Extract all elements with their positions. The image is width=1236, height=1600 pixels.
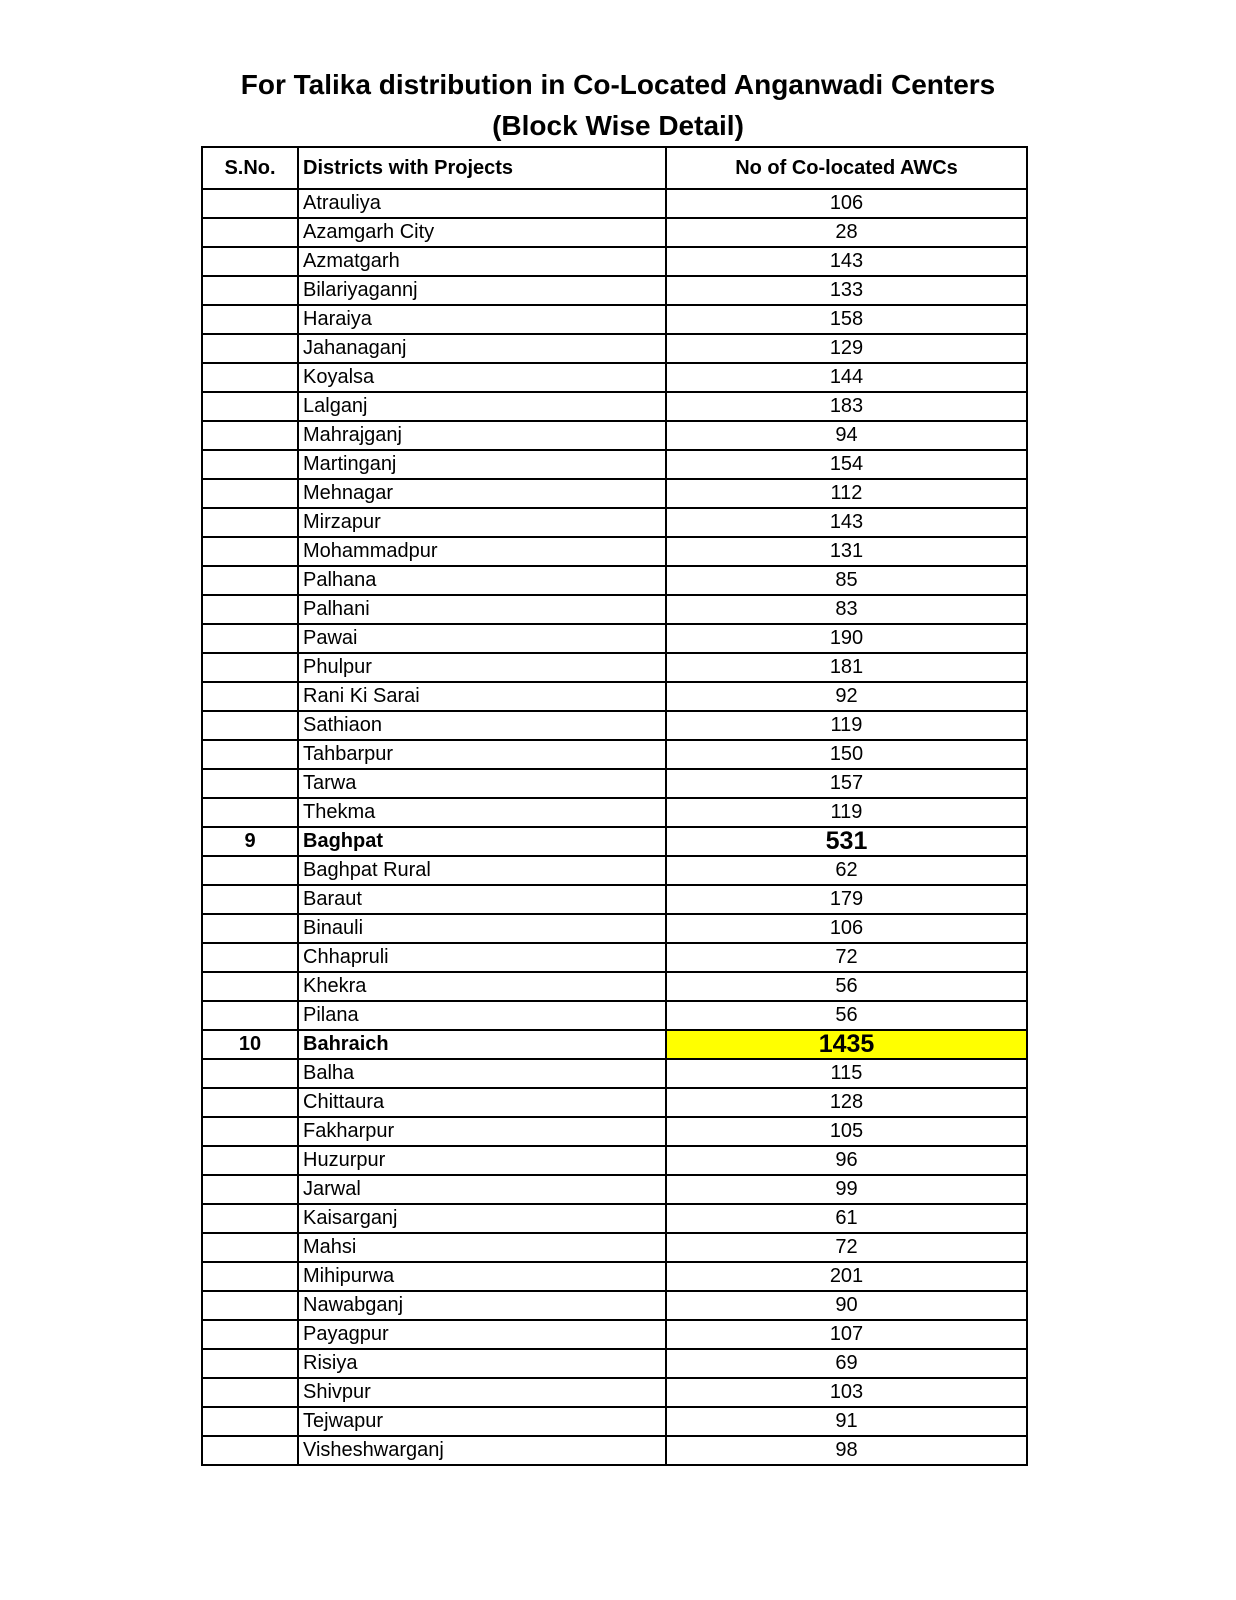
table-row [202, 1407, 1027, 1436]
cell-sno [202, 247, 298, 276]
cell-awc-count: 85 [666, 566, 1027, 595]
table-row [202, 450, 1027, 479]
cell-block-name: Mahrajganj [298, 421, 666, 450]
cell-awc-count: 98 [666, 1436, 1027, 1465]
cell-awc-count: 90 [666, 1291, 1027, 1320]
table-row [202, 1262, 1027, 1291]
cell-awc-count: 106 [666, 914, 1027, 943]
cell-awc-count: 190 [666, 624, 1027, 653]
cell-awc-count: 157 [666, 769, 1027, 798]
cell-sno: 9 [202, 827, 298, 856]
cell-sno [202, 1407, 298, 1436]
cell-awc-count: 183 [666, 392, 1027, 421]
cell-sno [202, 1059, 298, 1088]
cell-block-name: Balha [298, 1059, 666, 1088]
table-header-row [202, 147, 1027, 189]
cell-sno [202, 682, 298, 711]
cell-awc-count: 133 [666, 276, 1027, 305]
cell-awc-count: 28 [666, 218, 1027, 247]
header-awc-count: No of Co-located AWCs [666, 147, 1027, 189]
cell-sno [202, 450, 298, 479]
district-row [202, 827, 1027, 856]
cell-block-name: Chhapruli [298, 943, 666, 972]
cell-block-name: Phulpur [298, 653, 666, 682]
cell-awc-count: 181 [666, 653, 1027, 682]
cell-block-name: Mohammadpur [298, 537, 666, 566]
cell-block-name: Khekra [298, 972, 666, 1001]
cell-sno [202, 624, 298, 653]
cell-awc-count: 179 [666, 885, 1027, 914]
cell-awc-count: 56 [666, 1001, 1027, 1030]
table-row [202, 972, 1027, 1001]
cell-awc-count: 83 [666, 595, 1027, 624]
cell-block-name: Atrauliya [298, 189, 666, 218]
cell-sno [202, 885, 298, 914]
cell-awc-count: 92 [666, 682, 1027, 711]
table-row [202, 1001, 1027, 1030]
table-row [202, 508, 1027, 537]
cell-awc-count: 56 [666, 972, 1027, 1001]
cell-awc-count: 119 [666, 798, 1027, 827]
table-row [202, 798, 1027, 827]
cell-awc-count: 69 [666, 1349, 1027, 1378]
table-row [202, 595, 1027, 624]
cell-sno [202, 1378, 298, 1407]
cell-awc-count: 119 [666, 711, 1027, 740]
cell-awc-count: 154 [666, 450, 1027, 479]
cell-block-name: Azamgarh City [298, 218, 666, 247]
cell-sno [202, 653, 298, 682]
table-row [202, 1349, 1027, 1378]
cell-block-name: Thekma [298, 798, 666, 827]
cell-sno [202, 740, 298, 769]
cell-sno [202, 566, 298, 595]
cell-awc-count: 131 [666, 537, 1027, 566]
cell-block-name: Jahanaganj [298, 334, 666, 363]
cell-sno [202, 1146, 298, 1175]
table-row [202, 624, 1027, 653]
cell-block-name: Azmatgarh [298, 247, 666, 276]
cell-awc-count: 72 [666, 1233, 1027, 1262]
cell-sno [202, 1262, 298, 1291]
table-row [202, 1436, 1027, 1465]
cell-block-name: Tejwapur [298, 1407, 666, 1436]
table-row [202, 189, 1027, 218]
cell-block-name: Sathiaon [298, 711, 666, 740]
cell-awc-count: 143 [666, 247, 1027, 276]
page-subtitle: (Block Wise Detail) [492, 110, 744, 141]
cell-sno [202, 218, 298, 247]
table-row [202, 392, 1027, 421]
cell-awc-count: 143 [666, 508, 1027, 537]
table-row [202, 566, 1027, 595]
cell-awc-count: 112 [666, 479, 1027, 508]
cell-sno [202, 1175, 298, 1204]
cell-district-total: 1435 [666, 1030, 1027, 1059]
table-row [202, 1059, 1027, 1088]
cell-sno [202, 914, 298, 943]
cell-sno [202, 595, 298, 624]
cell-district-total: 531 [666, 827, 1027, 856]
cell-sno [202, 1117, 298, 1146]
table-row [202, 1088, 1027, 1117]
table-row [202, 885, 1027, 914]
cell-block-name: Fakharpur [298, 1117, 666, 1146]
cell-sno [202, 1436, 298, 1465]
cell-sno [202, 798, 298, 827]
table-row [202, 305, 1027, 334]
cell-block-name: Mahsi [298, 1233, 666, 1262]
table-row [202, 1291, 1027, 1320]
cell-sno [202, 1001, 298, 1030]
table-row [202, 421, 1027, 450]
cell-sno [202, 711, 298, 740]
table-row [202, 479, 1027, 508]
cell-block-name: Mihipurwa [298, 1262, 666, 1291]
page-title: For Talika distribution in Co-Located Anganwadi Centers [240, 69, 996, 100]
cell-awc-count: 144 [666, 363, 1027, 392]
cell-block-name: Rani Ki Sarai [298, 682, 666, 711]
cell-sno [202, 1320, 298, 1349]
cell-sno [202, 189, 298, 218]
table-row [202, 856, 1027, 885]
cell-awc-count: 107 [666, 1320, 1027, 1349]
cell-block-name: Bilariyagannj [298, 276, 666, 305]
cell-block-name: Risiya [298, 1349, 666, 1378]
cell-awc-count: 91 [666, 1407, 1027, 1436]
cell-sno [202, 334, 298, 363]
cell-awc-count: 72 [666, 943, 1027, 972]
table-row [202, 1204, 1027, 1233]
cell-sno [202, 1204, 298, 1233]
cell-awc-count: 201 [666, 1262, 1027, 1291]
cell-block-name: Huzurpur [298, 1146, 666, 1175]
table-row [202, 711, 1027, 740]
table-row [202, 653, 1027, 682]
cell-sno [202, 1233, 298, 1262]
cell-sno [202, 1088, 298, 1117]
cell-district-name: Baghpat [298, 827, 666, 856]
cell-block-name: Haraiya [298, 305, 666, 334]
cell-district-name: Bahraich [298, 1030, 666, 1059]
cell-awc-count: 158 [666, 305, 1027, 334]
cell-sno [202, 1291, 298, 1320]
cell-sno [202, 972, 298, 1001]
cell-sno: 10 [202, 1030, 298, 1059]
cell-block-name: Koyalsa [298, 363, 666, 392]
cell-block-name: Binauli [298, 914, 666, 943]
table-row [202, 1378, 1027, 1407]
table-row [202, 363, 1027, 392]
cell-block-name: Mirzapur [298, 508, 666, 537]
cell-block-name: Lalganj [298, 392, 666, 421]
district-row [202, 1030, 1027, 1059]
table-row [202, 914, 1027, 943]
cell-block-name: Pilana [298, 1001, 666, 1030]
header-sno: S.No. [202, 147, 298, 189]
cell-awc-count: 99 [666, 1175, 1027, 1204]
cell-awc-count: 106 [666, 189, 1027, 218]
cell-block-name: Visheshwarganj [298, 1436, 666, 1465]
cell-block-name: Mehnagar [298, 479, 666, 508]
cell-sno [202, 856, 298, 885]
cell-sno [202, 769, 298, 798]
table-row [202, 769, 1027, 798]
table-row [202, 740, 1027, 769]
cell-awc-count: 128 [666, 1088, 1027, 1117]
cell-block-name: Nawabganj [298, 1291, 666, 1320]
table-row [202, 943, 1027, 972]
cell-awc-count: 105 [666, 1117, 1027, 1146]
cell-awc-count: 129 [666, 334, 1027, 363]
cell-sno [202, 537, 298, 566]
cell-block-name: Jarwal [298, 1175, 666, 1204]
header-district-name: Districts with Projects [298, 147, 666, 189]
cell-awc-count: 96 [666, 1146, 1027, 1175]
cell-sno [202, 363, 298, 392]
cell-sno [202, 1349, 298, 1378]
cell-sno [202, 305, 298, 334]
cell-block-name: Baraut [298, 885, 666, 914]
cell-sno [202, 276, 298, 305]
table-row [202, 276, 1027, 305]
table-row [202, 1175, 1027, 1204]
cell-block-name: Tarwa [298, 769, 666, 798]
cell-block-name: Palhana [298, 566, 666, 595]
cell-sno [202, 943, 298, 972]
table-row [202, 218, 1027, 247]
cell-awc-count: 103 [666, 1378, 1027, 1407]
table-row [202, 1117, 1027, 1146]
cell-awc-count: 115 [666, 1059, 1027, 1088]
cell-block-name: Pawai [298, 624, 666, 653]
cell-block-name: Martinganj [298, 450, 666, 479]
table-row [202, 334, 1027, 363]
table-row [202, 1320, 1027, 1349]
cell-block-name: Chittaura [298, 1088, 666, 1117]
cell-block-name: Baghpat Rural [298, 856, 666, 885]
cell-awc-count: 150 [666, 740, 1027, 769]
awc-table [201, 146, 1028, 1466]
table-body [202, 189, 1027, 1465]
cell-block-name: Shivpur [298, 1378, 666, 1407]
cell-block-name: Tahbarpur [298, 740, 666, 769]
cell-sno [202, 508, 298, 537]
table-row [202, 537, 1027, 566]
cell-sno [202, 392, 298, 421]
cell-block-name: Kaisarganj [298, 1204, 666, 1233]
cell-sno [202, 421, 298, 450]
cell-block-name: Palhani [298, 595, 666, 624]
cell-sno [202, 479, 298, 508]
cell-awc-count: 61 [666, 1204, 1027, 1233]
table-row [202, 247, 1027, 276]
cell-awc-count: 62 [666, 856, 1027, 885]
cell-awc-count: 94 [666, 421, 1027, 450]
cell-block-name: Payagpur [298, 1320, 666, 1349]
table-row [202, 1146, 1027, 1175]
table-row [202, 682, 1027, 711]
table-row [202, 1233, 1027, 1262]
